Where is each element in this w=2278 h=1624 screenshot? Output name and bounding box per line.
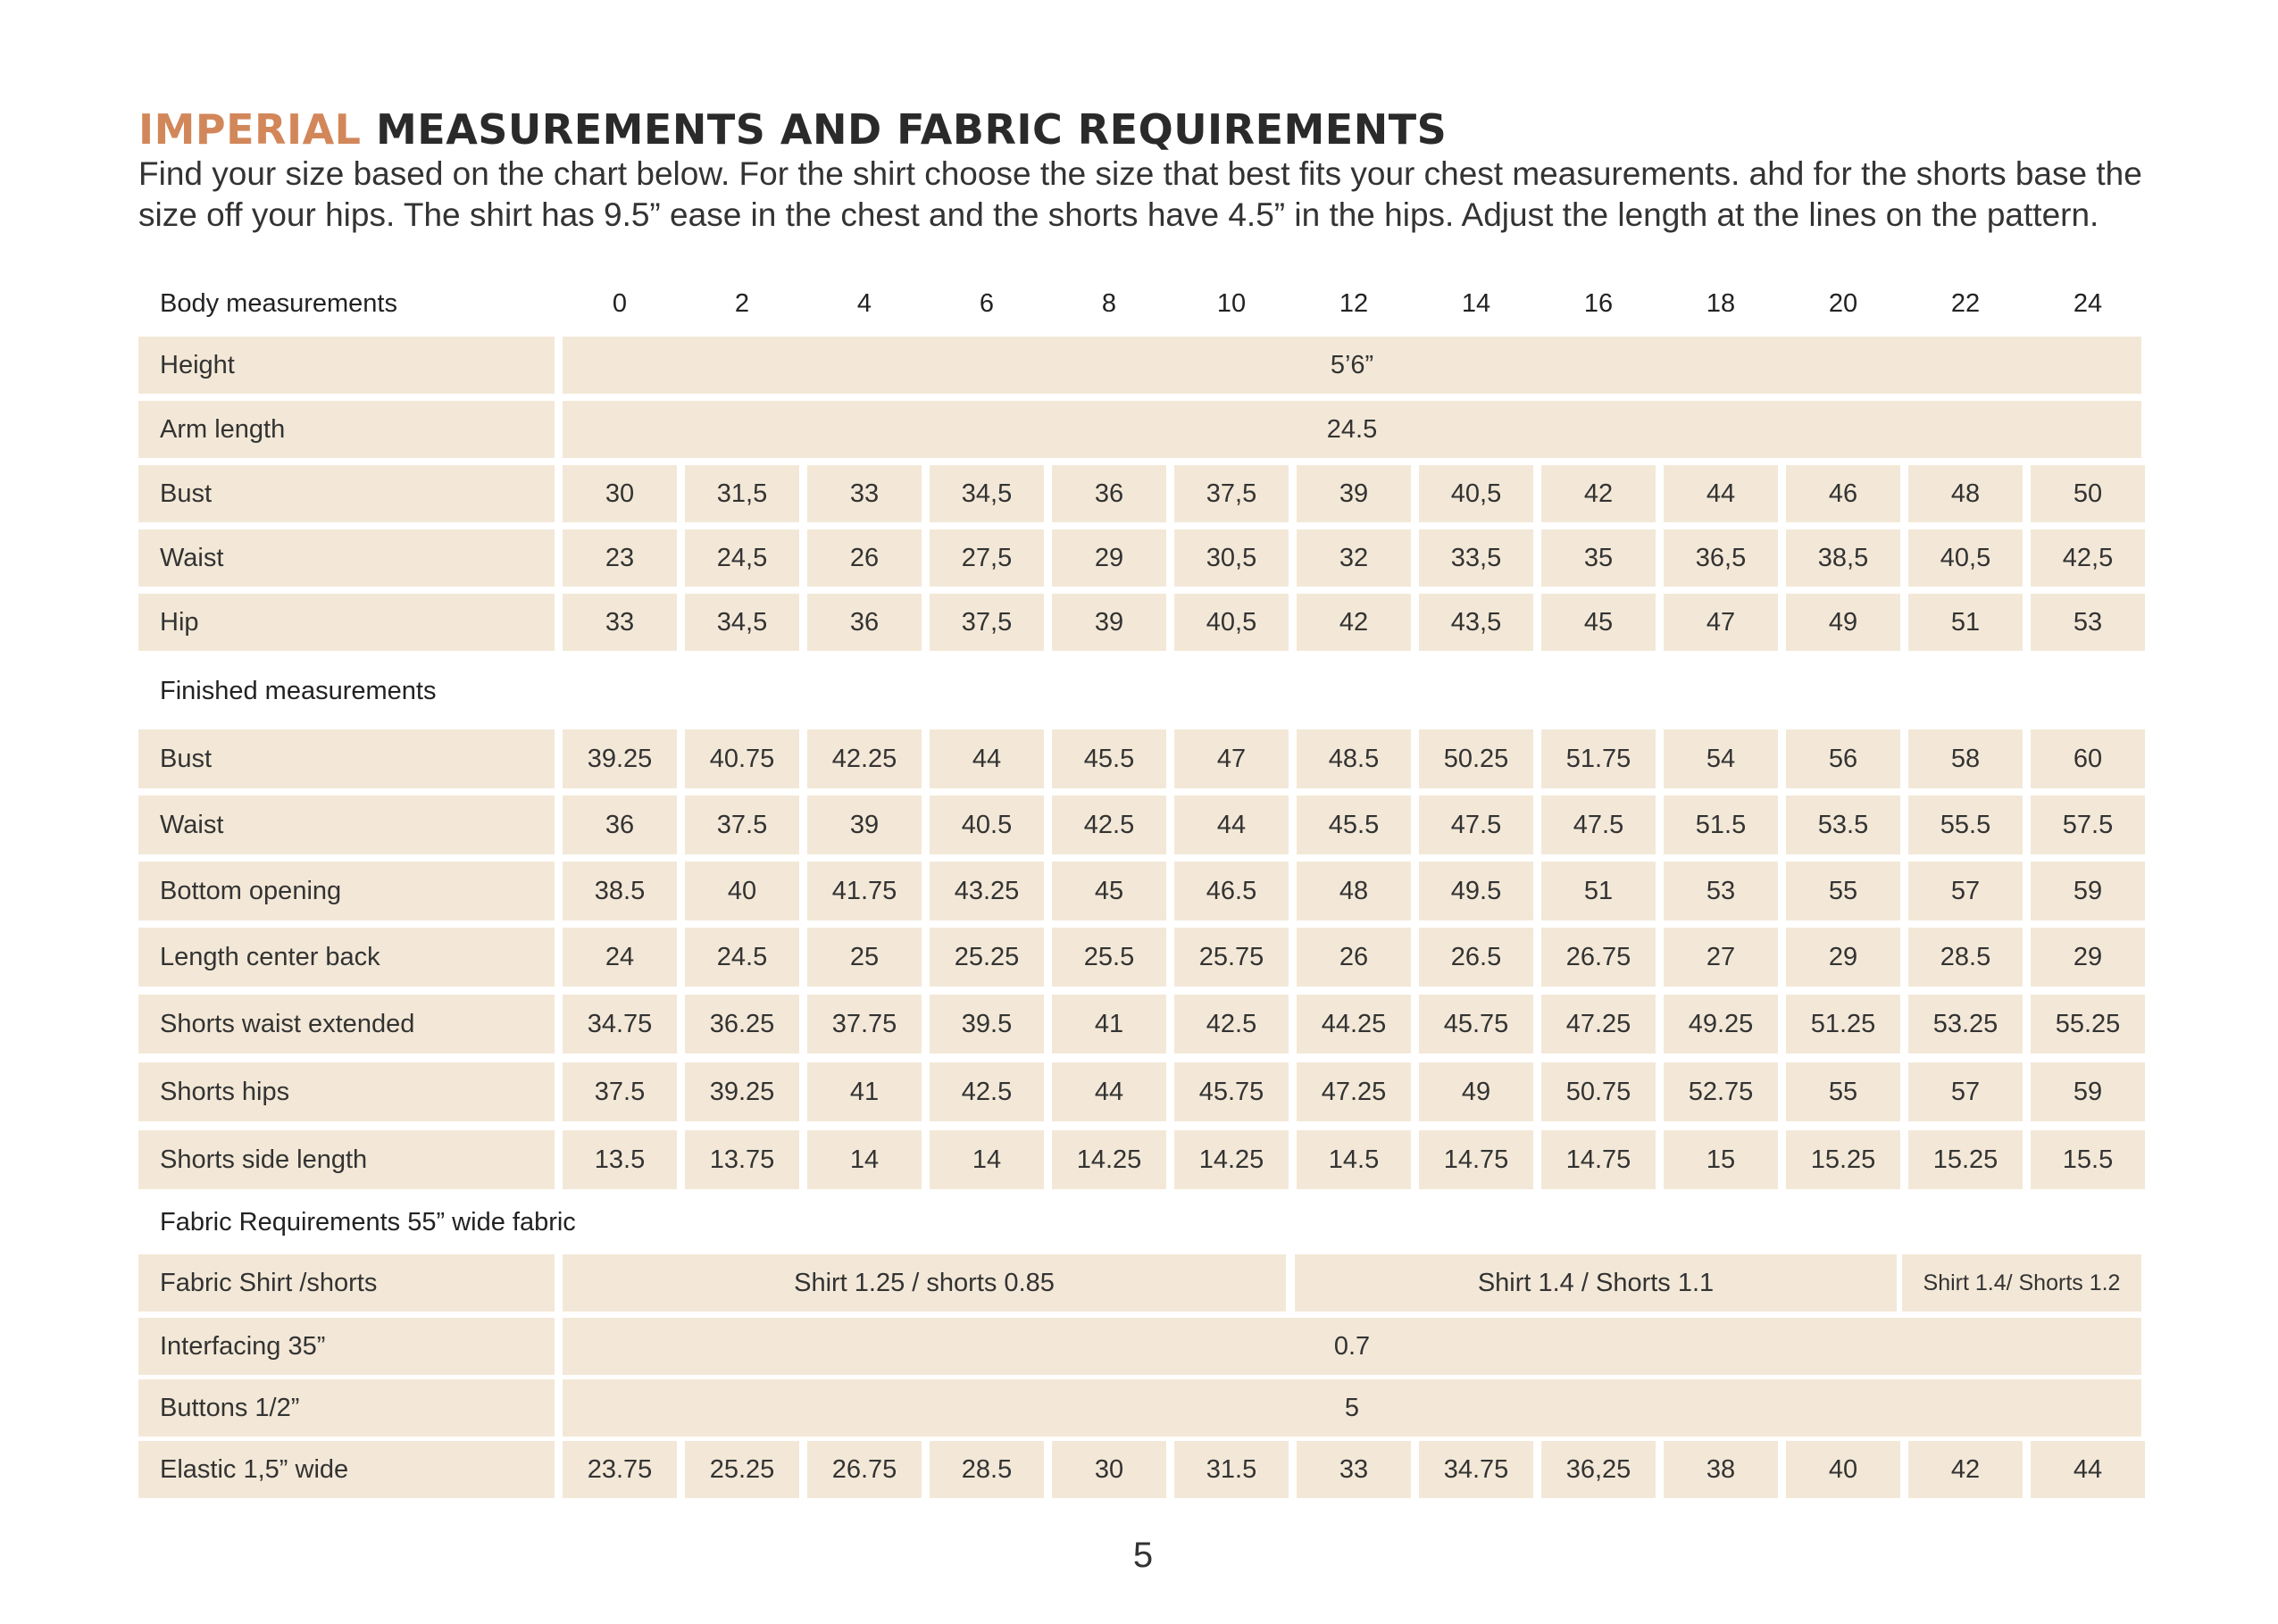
value-cell: 44 (1174, 795, 1289, 854)
row-label: Bust (138, 729, 555, 788)
value-cell: 33 (1297, 1441, 1411, 1498)
value-cell: 26.75 (807, 1441, 922, 1498)
value-cell: 13.5 (563, 1130, 677, 1189)
value-cell: 14.25 (1052, 1130, 1166, 1189)
row-label: Hip (138, 594, 555, 651)
value-cell: 55 (1786, 1062, 1900, 1121)
shirt-shorts-group-sizes-22-24: Shirt 1.4/ Shorts 1.2 (1902, 1254, 2141, 1312)
row-label: Elastic 1,5” wide (138, 1441, 555, 1498)
value-cell: 15 (1664, 1130, 1778, 1189)
value-cell: 33,5 (1419, 529, 1533, 587)
finished-measurements-label: Finished measurements (160, 677, 437, 705)
value-cell: 47 (1664, 594, 1778, 651)
row-label: Length center back (138, 928, 555, 987)
value-cell: 44.25 (1297, 995, 1411, 1054)
value-cell: 34,5 (930, 465, 1044, 522)
value-cell: 47.5 (1419, 795, 1533, 854)
value-cell: 40,5 (1908, 529, 2023, 587)
value-cell: 38,5 (1786, 529, 1900, 587)
body-measurements-label: Body measurements (160, 289, 397, 318)
value-cell: 42.5 (1174, 995, 1289, 1054)
page-number: 5 (1132, 1536, 1154, 1575)
value-cell: 47.25 (1297, 1062, 1411, 1121)
value-cell: 13.75 (685, 1130, 799, 1189)
value-cell: 45.75 (1174, 1062, 1289, 1121)
size-header: 14 (1461, 289, 1491, 318)
size-header: 8 (1101, 289, 1117, 318)
value-cell: 14 (930, 1130, 1044, 1189)
value-cell: 45 (1541, 594, 1656, 651)
value-cell: 29 (1052, 529, 1166, 587)
value-cell: 56 (1786, 729, 1900, 788)
shirt-shorts-group-sizes-12-20: Shirt 1.4 / Shorts 1.1 (1295, 1254, 1897, 1312)
value-cell: 42 (1541, 465, 1656, 522)
value-cell: 33 (807, 465, 922, 522)
row-label: Waist (138, 795, 555, 854)
value-cell: 50.25 (1419, 729, 1533, 788)
value-cell: 59 (2031, 862, 2145, 920)
value-cell: 24 (563, 928, 677, 987)
value-cell: 46.5 (1174, 862, 1289, 920)
value-cell: 30 (1052, 1441, 1166, 1498)
value-cell: 47.25 (1541, 995, 1656, 1054)
value-cell: 33 (563, 594, 677, 651)
value-cell: 40 (685, 862, 799, 920)
value-cell: 44 (930, 729, 1044, 788)
value-cell: 34,5 (685, 594, 799, 651)
value-cell: 36,25 (1541, 1441, 1656, 1498)
value-cell: 34.75 (563, 995, 677, 1054)
value-cell: 23 (563, 529, 677, 587)
row-label: Height (138, 337, 555, 394)
value-cell: 15.25 (1786, 1130, 1900, 1189)
value-cell: 30,5 (1174, 529, 1289, 587)
value-cell: 25.25 (930, 928, 1044, 987)
size-header: 12 (1339, 289, 1369, 318)
value-cell: 37,5 (930, 594, 1044, 651)
value-cell: 59 (2031, 1062, 2145, 1121)
value-cell: 48.5 (1297, 729, 1411, 788)
size-header: 0 (612, 289, 628, 318)
size-header: 22 (1950, 289, 1981, 318)
value-cell: 54 (1664, 729, 1778, 788)
value-cell: 37.5 (685, 795, 799, 854)
value-cell: 14.5 (1297, 1130, 1411, 1189)
value-cell: 51.75 (1541, 729, 1656, 788)
size-header: 10 (1216, 289, 1247, 318)
value-cell: 38 (1664, 1441, 1778, 1498)
value-cell: 38.5 (563, 862, 677, 920)
value-cell: 36 (563, 795, 677, 854)
value-cell: 60 (2031, 729, 2145, 788)
title-rest: MEASUREMENTS AND FABRIC REQUIREMENTS (376, 105, 1448, 154)
value-cell: 14.75 (1541, 1130, 1656, 1189)
value-cell: 53 (1664, 862, 1778, 920)
value-cell: 50.75 (1541, 1062, 1656, 1121)
body-measurements-header (138, 286, 2139, 321)
value-cell: 25.25 (685, 1441, 799, 1498)
value-cell: 28.5 (930, 1441, 1044, 1498)
size-header: 4 (856, 289, 872, 318)
value-cell: 52.75 (1664, 1062, 1778, 1121)
value-cell: 53.5 (1786, 795, 1900, 854)
fabric-requirements-label: Fabric Requirements 55” wide fabric (160, 1208, 576, 1237)
value-cell: 31.5 (1174, 1441, 1289, 1498)
value-cell: 50 (2031, 465, 2145, 522)
value-cell: 27 (1664, 928, 1778, 987)
value-cell: 53.25 (1908, 995, 2023, 1054)
value-cell: 55.25 (2031, 995, 2145, 1054)
value-cell: 47 (1174, 729, 1289, 788)
page-title (138, 105, 1447, 154)
value-cell: 55.5 (1908, 795, 2023, 854)
value-cell: 53 (2031, 594, 2145, 651)
value-cell: 45.5 (1297, 795, 1411, 854)
value-cell: 57 (1908, 1062, 2023, 1121)
row-label: Shorts hips (138, 1062, 555, 1121)
row-label: Waist (138, 529, 555, 587)
size-header: 6 (979, 289, 995, 318)
spanning-value-cell: 5’6” (563, 337, 2141, 394)
value-cell: 51.5 (1664, 795, 1778, 854)
value-cell: 57.5 (2031, 795, 2145, 854)
value-cell: 34.75 (1419, 1441, 1533, 1498)
value-cell: 27,5 (930, 529, 1044, 587)
value-cell: 44 (1664, 465, 1778, 522)
value-cell: 40 (1786, 1441, 1900, 1498)
value-cell: 37.5 (563, 1062, 677, 1121)
value-cell: 39.25 (563, 729, 677, 788)
value-cell: 42 (1908, 1441, 2023, 1498)
value-cell: 31,5 (685, 465, 799, 522)
value-cell: 43,5 (1419, 594, 1533, 651)
value-cell: 39 (807, 795, 922, 854)
value-cell: 39.5 (930, 995, 1044, 1054)
value-cell: 51 (1908, 594, 2023, 651)
value-cell: 37.75 (807, 995, 922, 1054)
spanning-value-cell: 24.5 (563, 401, 2141, 458)
value-cell: 24,5 (685, 529, 799, 587)
row-label: Arm length (138, 401, 555, 458)
value-cell: 40.5 (930, 795, 1044, 854)
value-cell: 49.5 (1419, 862, 1533, 920)
value-cell: 30 (563, 465, 677, 522)
value-cell: 37,5 (1174, 465, 1289, 522)
value-cell: 51 (1541, 862, 1656, 920)
value-cell: 36,5 (1664, 529, 1778, 587)
shirt-shorts-group-sizes-0-10: Shirt 1.25 / shorts 0.85 (563, 1254, 1286, 1312)
value-cell: 41.75 (807, 862, 922, 920)
title-accent: IMPERIAL (138, 105, 362, 154)
value-cell: 40,5 (1174, 594, 1289, 651)
value-cell: 42.5 (930, 1062, 1044, 1121)
value-cell: 55 (1786, 862, 1900, 920)
value-cell: 29 (1786, 928, 1900, 987)
value-cell: 42 (1297, 594, 1411, 651)
value-cell: 46 (1786, 465, 1900, 522)
value-cell: 36 (807, 594, 922, 651)
value-cell: 24.5 (685, 928, 799, 987)
size-header: 24 (2073, 289, 2103, 318)
value-cell: 42,5 (2031, 529, 2145, 587)
value-cell: 15.25 (1908, 1130, 2023, 1189)
size-header: 20 (1828, 289, 1858, 318)
value-cell: 45.5 (1052, 729, 1166, 788)
value-cell: 26.5 (1419, 928, 1533, 987)
size-header: 2 (734, 289, 750, 318)
value-cell: 47.5 (1541, 795, 1656, 854)
value-cell: 28.5 (1908, 928, 2023, 987)
row-label: Buttons 1/2” (138, 1379, 555, 1437)
value-cell: 39 (1297, 465, 1411, 522)
value-cell: 48 (1908, 465, 2023, 522)
value-cell: 36.25 (685, 995, 799, 1054)
value-cell: 15.5 (2031, 1130, 2145, 1189)
value-cell: 39 (1052, 594, 1166, 651)
value-cell: 23.75 (563, 1441, 677, 1498)
spanning-value-cell: 5 (563, 1379, 2141, 1437)
value-cell: 45.75 (1419, 995, 1533, 1054)
intro-paragraph: Find your size based on the chart below. For the shirt choose the size that best fits your chest measurements. ahd for the shorts base the size off your hips. The shirt has 9.5” ease in the chest and the shorts have 4.5” in the hips. Adjust the length at the lines on the pattern. (138, 155, 2142, 233)
spanning-value-cell: 0.7 (563, 1318, 2141, 1375)
value-cell: 48 (1297, 862, 1411, 920)
value-cell: 44 (2031, 1441, 2145, 1498)
row-label: Interfacing 35” (138, 1318, 555, 1375)
value-cell: 36 (1052, 465, 1166, 522)
value-cell: 42.25 (807, 729, 922, 788)
value-cell: 41 (1052, 995, 1166, 1054)
value-cell: 51.25 (1786, 995, 1900, 1054)
value-cell: 14.75 (1419, 1130, 1533, 1189)
value-cell: 49.25 (1664, 995, 1778, 1054)
value-cell: 25.5 (1052, 928, 1166, 987)
value-cell: 39.25 (685, 1062, 799, 1121)
value-cell: 49 (1786, 594, 1900, 651)
value-cell: 14 (807, 1130, 922, 1189)
row-label: Shorts waist extended (138, 995, 555, 1054)
value-cell: 40.75 (685, 729, 799, 788)
value-cell: 25 (807, 928, 922, 987)
value-cell: 41 (807, 1062, 922, 1121)
value-cell: 43.25 (930, 862, 1044, 920)
value-cell: 26.75 (1541, 928, 1656, 987)
row-label: Bottom opening (138, 862, 555, 920)
value-cell: 25.75 (1174, 928, 1289, 987)
value-cell: 57 (1908, 862, 2023, 920)
value-cell: 44 (1052, 1062, 1166, 1121)
row-label: Fabric Shirt /shorts (138, 1254, 555, 1312)
row-label: Bust (138, 465, 555, 522)
value-cell: 49 (1419, 1062, 1533, 1121)
value-cell: 26 (807, 529, 922, 587)
value-cell: 45 (1052, 862, 1166, 920)
value-cell: 26 (1297, 928, 1411, 987)
size-header: 16 (1583, 289, 1614, 318)
size-header: 18 (1706, 289, 1736, 318)
row-label: Shorts side length (138, 1130, 555, 1189)
value-cell: 29 (2031, 928, 2145, 987)
value-cell: 58 (1908, 729, 2023, 788)
value-cell: 32 (1297, 529, 1411, 587)
value-cell: 40,5 (1419, 465, 1533, 522)
value-cell: 14.25 (1174, 1130, 1289, 1189)
value-cell: 42.5 (1052, 795, 1166, 854)
value-cell: 35 (1541, 529, 1656, 587)
